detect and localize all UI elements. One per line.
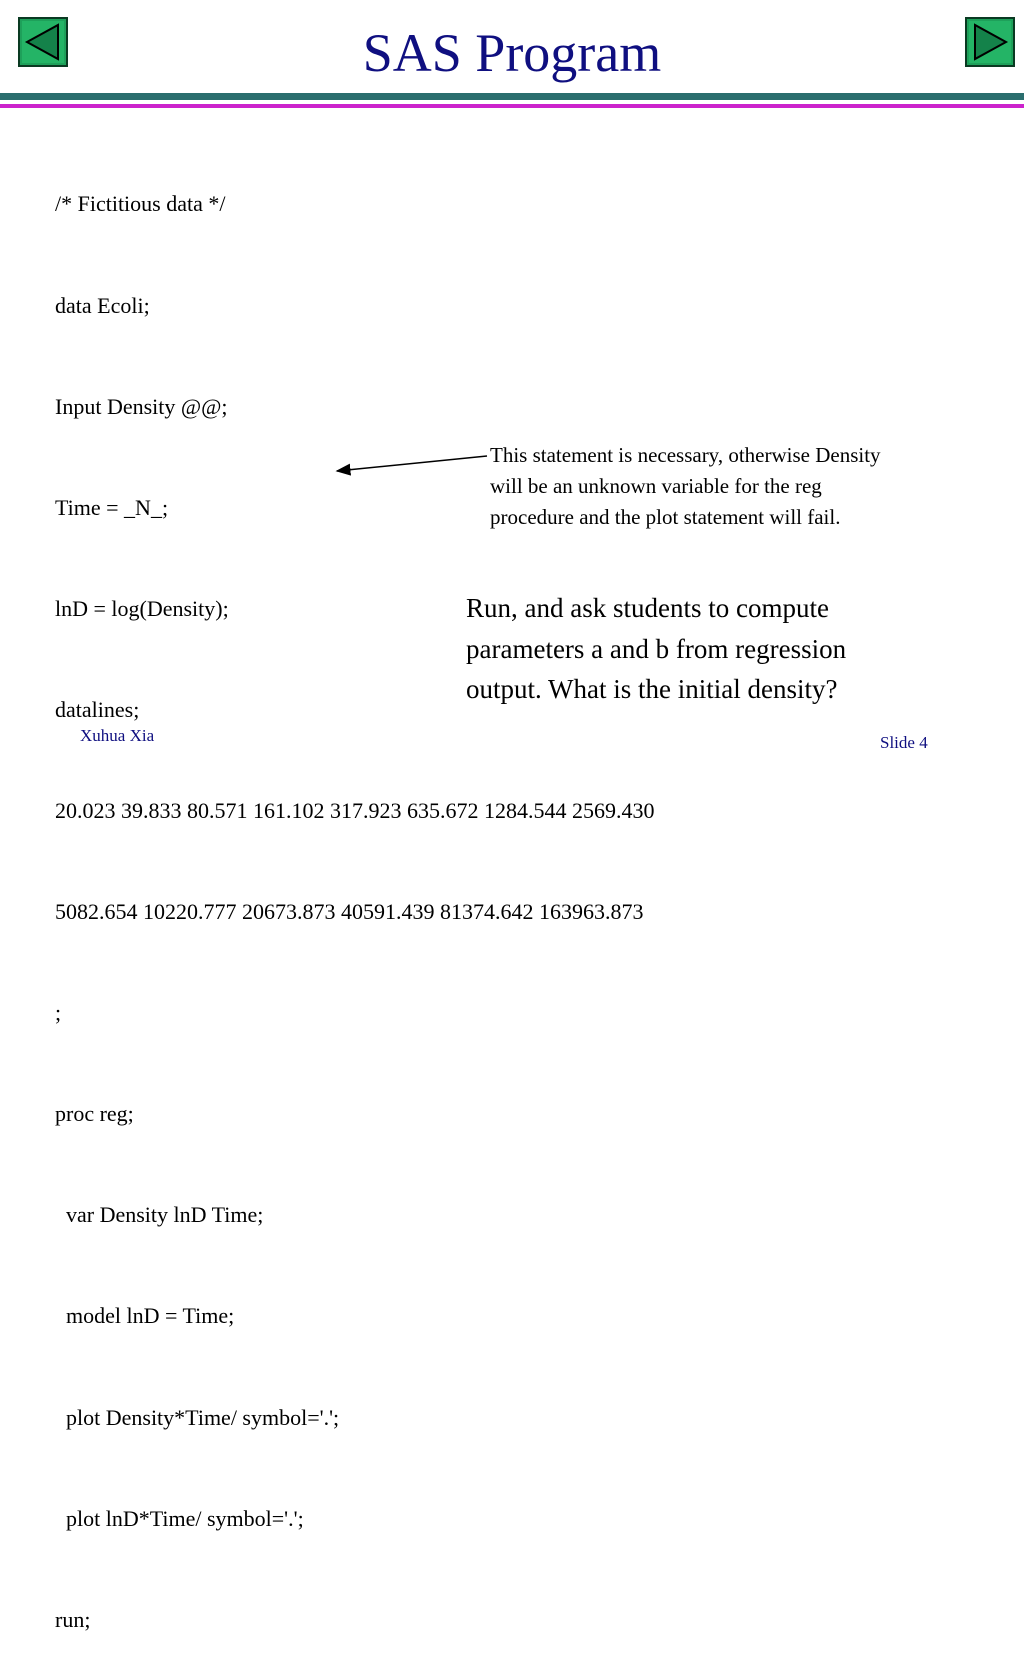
title-divider (0, 93, 1024, 100)
task-line: Run, and ask students to compute (466, 593, 829, 623)
code-line: /* Fictitious data */ (55, 191, 226, 217)
code-line: 20.023 39.833 80.571 161.102 317.923 635.672 1284.544 2569.430 (55, 797, 655, 823)
annotation-note (490, 440, 990, 533)
code-line: Input Density @@; (55, 393, 228, 419)
task-prompt (466, 588, 846, 710)
code-line: var Density lnD Time; (55, 1202, 264, 1228)
code-line: lnD = log(Density); (55, 595, 229, 621)
slide-title: SAS Program (362, 23, 662, 83)
task-line: output. What is the initial density? (466, 674, 838, 704)
code-line: datalines; (55, 696, 140, 722)
code-line: run; (55, 1606, 91, 1632)
code-line: model lnD = Time; (55, 1303, 235, 1329)
task-line: parameters a and b from regression (466, 633, 847, 664)
code-line: Time = _N_; (55, 494, 169, 520)
code-line: 5082.654 10220.777 20673.873 40591.439 81374.642 163963.873 (55, 899, 644, 925)
footer-author: Xuhua Xia (80, 726, 155, 745)
code-line: plot lnD*Time/ symbol='.'; (55, 1505, 304, 1531)
sas-code-block (55, 120, 655, 1670)
code-line: data Ecoli; (55, 292, 150, 318)
slide-number: Slide 4 (880, 733, 928, 752)
annotation-line: This statement is necessary, otherwise Density (490, 443, 881, 467)
code-line: ; (55, 1000, 62, 1026)
title-divider-accent (0, 104, 1024, 108)
annotation-line: procedure and the plot statement will fail. (490, 505, 841, 529)
code-line: proc reg; (55, 1101, 134, 1127)
annotation-line: will be an unknown variable for the reg (490, 474, 822, 498)
code-line: plot Density*Time/ symbol='.'; (55, 1404, 340, 1430)
